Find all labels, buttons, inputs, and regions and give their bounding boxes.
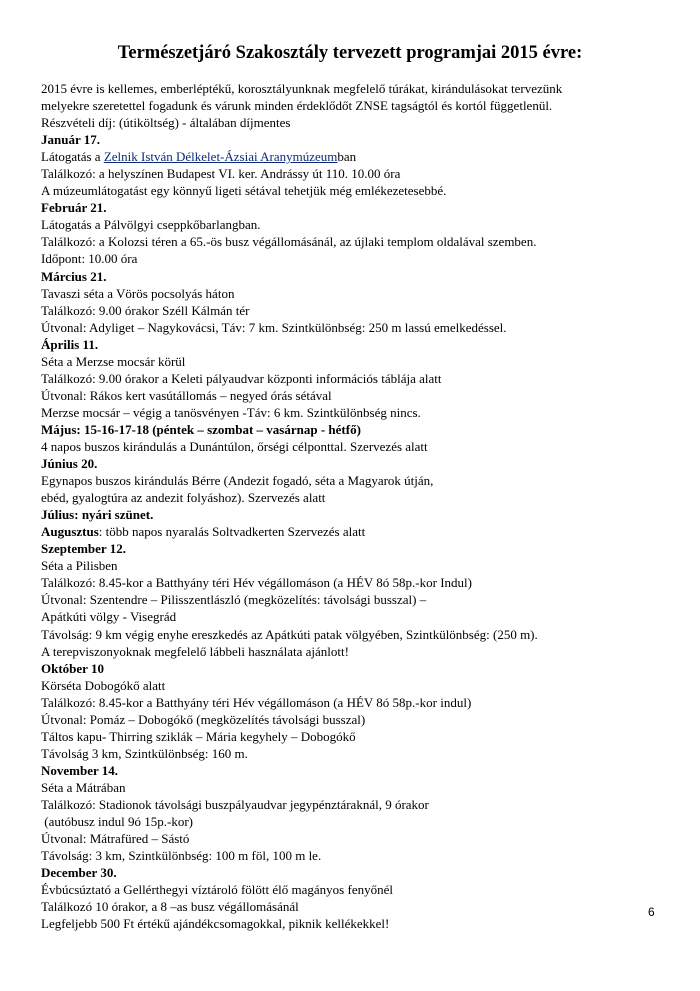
- event-line: A múzeumlátogatást egy könnyű ligeti sétával tehetjük még emlékezetesebbé.: [41, 183, 447, 199]
- event-line: (autóbusz indul 9ó 15p.-kor): [41, 814, 194, 830]
- page-number: 6: [648, 905, 655, 919]
- event-line: Időpont: 10.00 óra: [41, 251, 138, 267]
- event-line: Séta a Merzse mocsár körül: [41, 353, 186, 369]
- event-date-may: Május: 15-16-17-18 (péntek – szombat – vasárnap - hétfő): [41, 421, 361, 437]
- text-fragment: ban: [337, 149, 357, 165]
- event-date-june: Június 20.: [41, 456, 98, 472]
- event-line: Távolság: 9 km végig enyhe ereszkedés az Apátkúti patak völgyében, Szintkülönbség: (250 m).: [41, 626, 538, 642]
- event-date-april: Április 11.: [41, 336, 99, 352]
- event-line: Útvonal: Pomáz – Dobogókő (megközelítés távolsági busszal): [41, 711, 366, 727]
- event-date-january: Január 17.: [41, 132, 100, 148]
- participation-fee: Részvételi díj: (útiköltség) - általában díjmentes: [41, 115, 291, 131]
- event-line: Útvonal: Szentendre – Pilisszentlászló (megközelítés: távolsági busszal) –: [41, 592, 427, 608]
- event-date-july: Július: nyári szünet.: [41, 507, 154, 523]
- event-line: Látogatás a Pálvölgyi cseppkőbarlangban.: [41, 217, 261, 233]
- event-date-november: November 14.: [41, 762, 119, 778]
- event-line: Találkozó: a Kolozsi téren a 65.-ös busz végállomásánál, az újlaki templom oldalával szemben.: [41, 234, 537, 250]
- event-date-september: Szeptember 12.: [41, 541, 126, 557]
- event-line: Találkozó 10 órakor, a 8 –as busz végállomásánál: [41, 899, 299, 915]
- event-line: ebéd, gyalogtúra az andezit folyáshoz). Szervezés alatt: [41, 490, 326, 506]
- event-line: Séta a Pilisben: [41, 558, 118, 574]
- event-line: Távolság 3 km, Szintkülönbség: 160 m.: [41, 745, 248, 761]
- event-line: Találkozó: 8.45-kor a Batthyány téri Hév végállomáson (a HÉV 8ó 58p.-kor Indul): [41, 575, 472, 591]
- page-title: Természetjáró Szakosztály tervezett programjai 2015 évre:: [117, 43, 583, 63]
- event-line: Egynapos buszos kirándulás Bérre (Andezit fogadó, séta a Magyarok útján,: [41, 473, 434, 489]
- text-fragment: Látogatás a: [41, 149, 104, 165]
- event-line: Útvonal: Rákos kert vasútállomás – negyed órás sétával: [41, 387, 332, 403]
- event-date-december: December 30.: [41, 865, 117, 881]
- event-line: Útvonal: Adyliget – Nagykovácsi, Táv: 7 km. Szintkülönbség: 250 m lassú emelkedéssel.: [41, 319, 507, 335]
- event-date-october: Október 10: [41, 660, 104, 676]
- event-line: Tavaszi séta a Vörös pocsolyás háton: [41, 285, 235, 301]
- event-line: Körséta Dobogókő alatt: [41, 677, 166, 693]
- intro-line: melyekre szeretettel fogadunk és várunk minden érdeklődőt ZNSE tagságtól és kortól függetlenül.: [41, 98, 553, 114]
- event-line-august: [41, 523, 681, 540]
- event-line: Találkozó: 9.00 órakor a Keleti pályaudvar központi információs táblája alatt: [41, 370, 442, 386]
- event-line: Találkozó: Stadionok távolsági buszpályaudvar jegypénztáraknál, 9 órakor: [41, 796, 429, 812]
- event-line: Útvonal: Mátrafüred – Sástó: [41, 831, 190, 847]
- text-fragment: : több napos nyaralás Soltvadkerten Szervezés alatt: [98, 524, 366, 540]
- event-line: Találkozó: 9.00 órakor Széll Kálmán tér: [41, 302, 250, 318]
- event-line: Séta a Mátrában: [41, 779, 126, 795]
- document-body: [41, 80, 681, 932]
- event-date-february: Február 21.: [41, 200, 107, 216]
- event-line: Találkozó: 8.45-kor a Batthyány téri Hév végállomáson (a HÉV 8ó 58p.-kor indul): [41, 694, 472, 710]
- event-line: Távolság: 3 km, Szintkülönbség: 100 m föl, 100 m le.: [41, 848, 322, 864]
- museum-link[interactable]: Zelnik István Délkelet-Ázsiai Aranymúzeum: [103, 149, 338, 165]
- event-line: Évbúcsúztató a Gellérthegyi víztároló fölött élő magányos fenyőnél: [41, 882, 393, 898]
- event-date-august: Augusztus: [41, 524, 99, 540]
- event-line: Találkozó: a helyszínen Budapest VI. ker. Andrássy út 110. 10.00 óra: [41, 166, 401, 182]
- event-line: Táltos kapu- Thirring sziklák – Mária kegyhely – Dobogókő: [41, 728, 356, 744]
- event-line: Legfeljebb 500 Ft értékű ajándékcsomagokkal, piknik kellékekkel!: [41, 916, 390, 932]
- event-date-march: Március 21.: [41, 268, 107, 284]
- event-line: Apátkúti völgy - Visegrád: [41, 609, 177, 625]
- event-line: A terepviszonyoknak megfelelő lábbeli használata ajánlott!: [41, 643, 349, 659]
- intro-line: 2015 évre is kellemes, emberléptékű, korosztályunknak megfelelő túrákat, kirándulásokat tervezünk: [41, 81, 563, 96]
- event-line: [41, 148, 681, 165]
- event-line: Merzse mocsár – végig a tanösvényen -Táv: 6 km. Szintkülönbség nincs.: [41, 404, 421, 420]
- event-line: 4 napos buszos kirándulás a Dunántúlon, őrségi célponttal. Szervezés alatt: [41, 438, 428, 454]
